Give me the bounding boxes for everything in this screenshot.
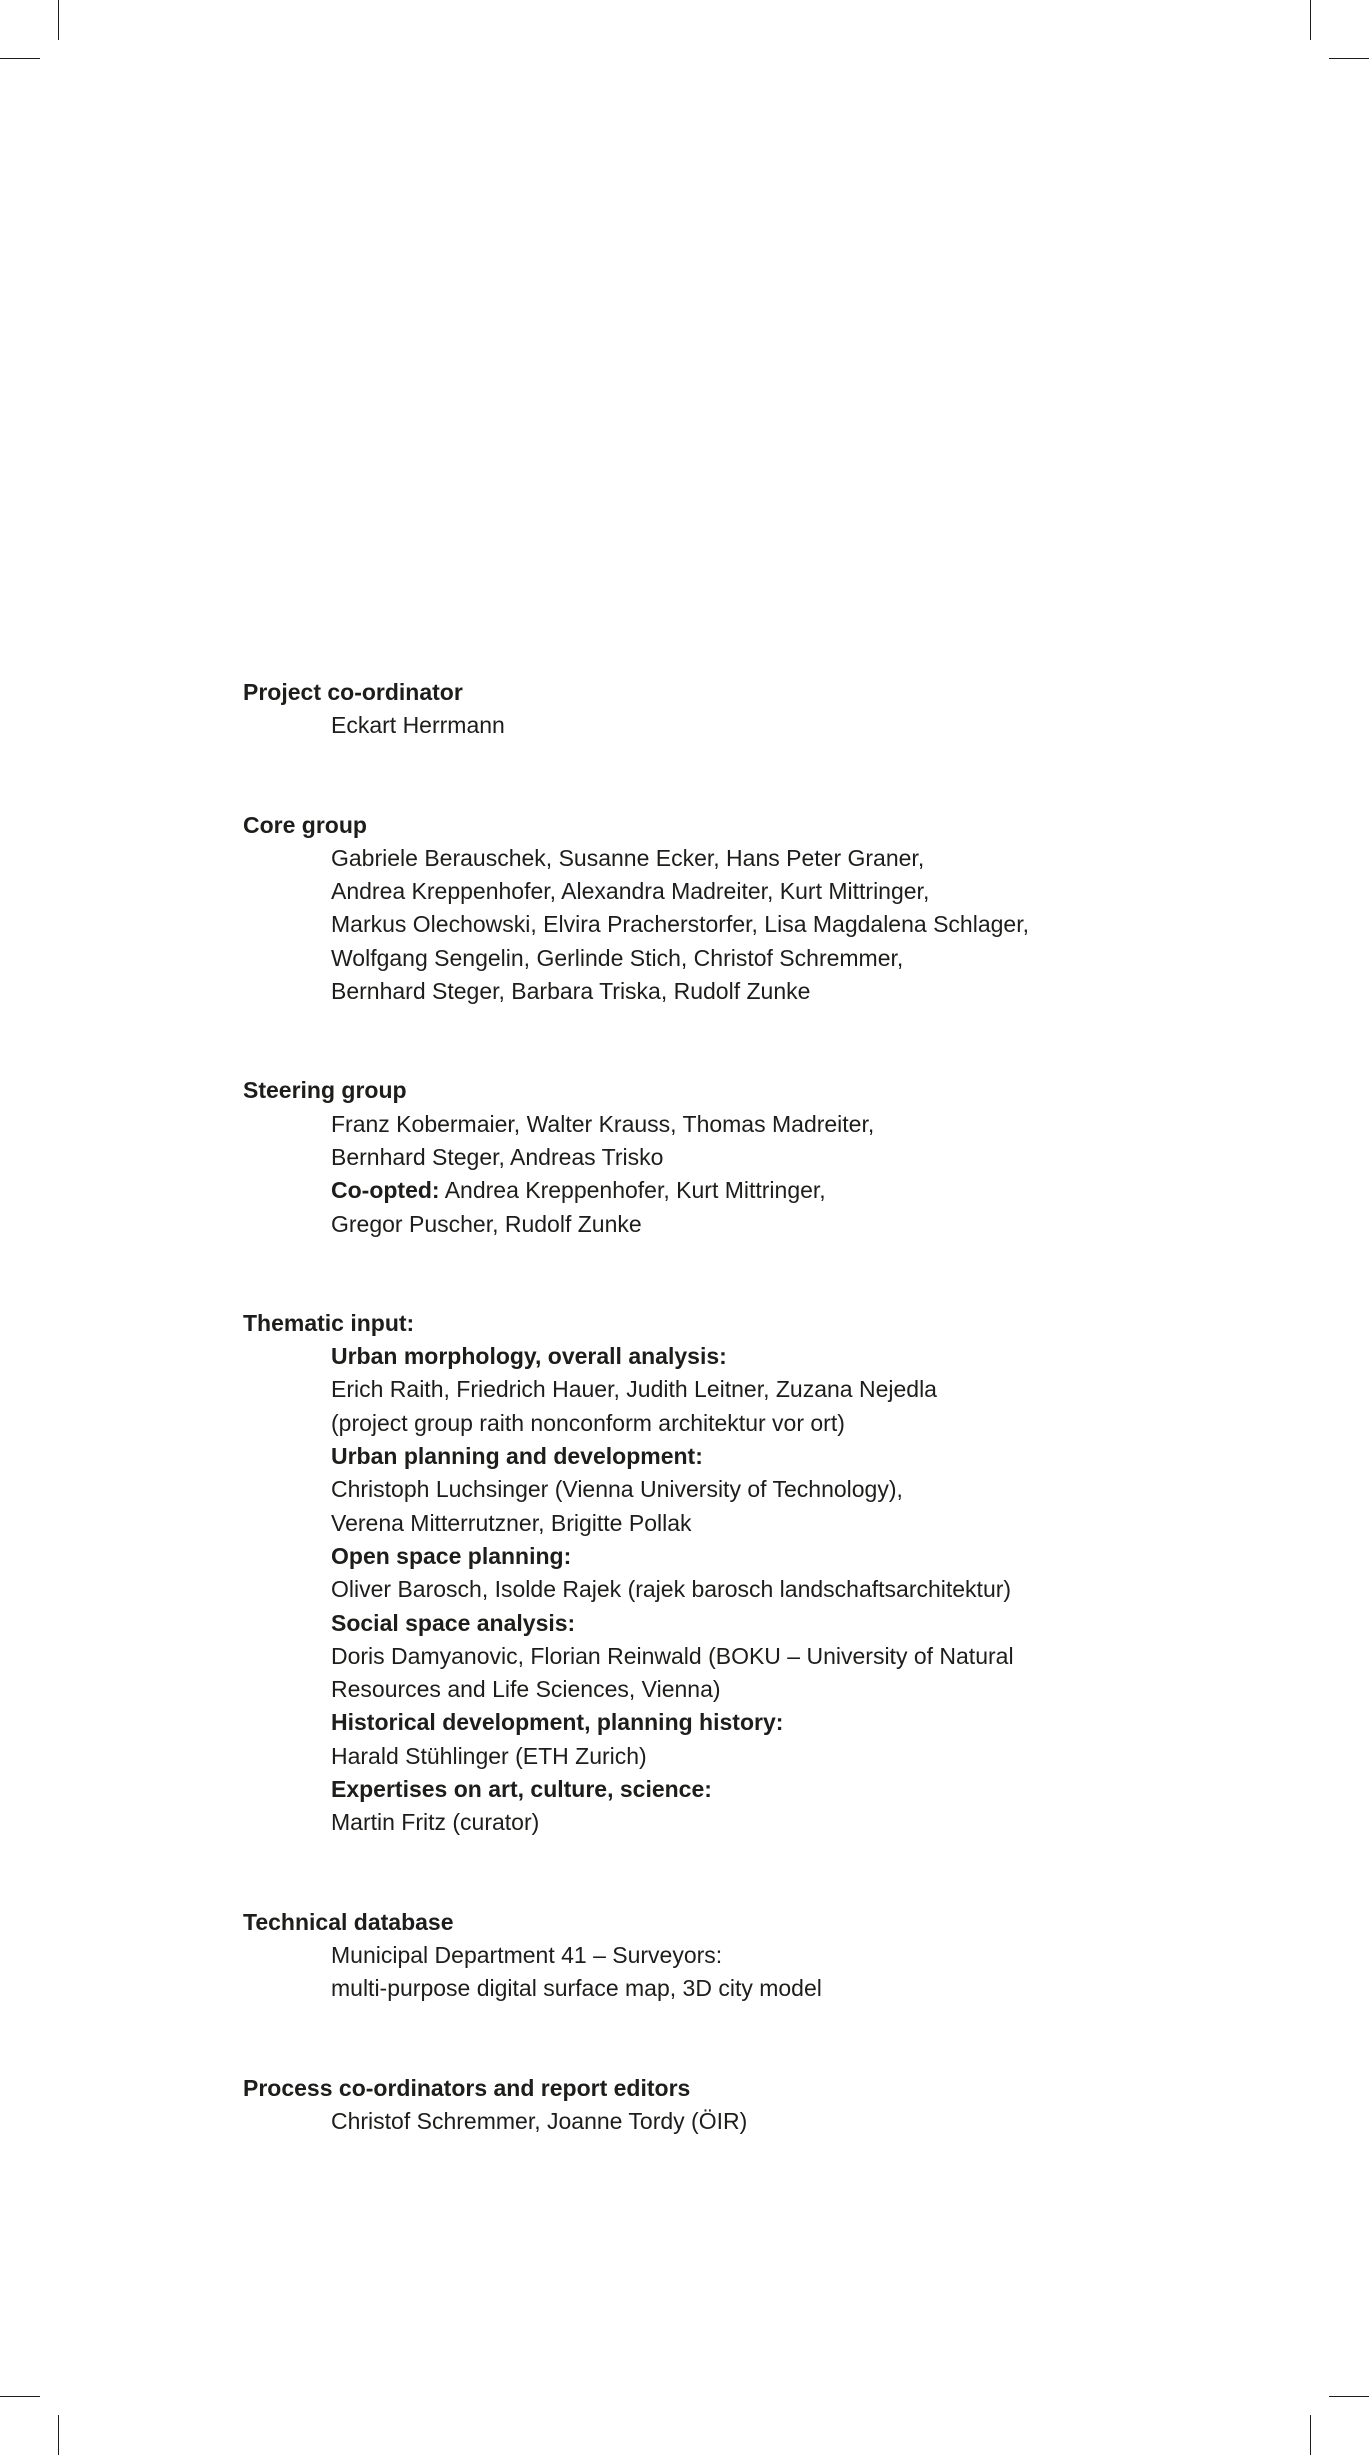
name-line: Bernhard Steger, Andreas Trisko — [331, 1143, 664, 1170]
name-line: multi-purpose digital surface map, 3D city model — [331, 1975, 822, 2002]
name-line: Markus Olechowski, Elvira Pracherstorfer, Lisa Magdalena Schlager, — [331, 911, 1029, 938]
section-title: Thematic input: — [243, 1309, 415, 1336]
crop-mark-top-left-horizontal — [0, 58, 40, 59]
crop-mark-bottom-right-horizontal — [1329, 2396, 1369, 2397]
crop-mark-bottom-left-vertical — [58, 2415, 59, 2455]
section-core-group — [243, 809, 1243, 1009]
section-body — [331, 709, 1243, 742]
section-title: Technical database — [243, 1908, 454, 1935]
section-body — [331, 1939, 1243, 2006]
subsection-heading: Open space planning: — [331, 1542, 572, 1569]
section-title: Project co-ordinator — [243, 679, 463, 705]
section-body — [331, 1108, 1243, 1241]
section-body — [331, 2105, 1243, 2138]
name-line: Eckart Herrmann — [331, 712, 505, 739]
name-line: Doris Damyanovic, Florian Reinwald (BOKU – University of Natural — [331, 1642, 1014, 1669]
name-line: Andrea Kreppenhofer, Alexandra Madreiter, Kurt Mittringer, — [331, 878, 930, 905]
section-project-coordinator — [243, 676, 1243, 743]
subsection-heading: Urban planning and development: — [331, 1443, 703, 1470]
name-line: Municipal Department 41 – Surveyors: — [331, 1941, 723, 1968]
credits-list — [243, 676, 1243, 2204]
section-body — [331, 1340, 1243, 1839]
section-technical-database — [243, 1906, 1243, 2006]
name-line: Gregor Puscher, Rudolf Zunke — [331, 1210, 642, 1237]
name-line: Erich Raith, Friedrich Hauer, Judith Leitner, Zuzana Nejedla — [331, 1376, 937, 1403]
name-line: Resources and Life Sciences, Vienna) — [331, 1676, 721, 1703]
name-line: Franz Kobermaier, Walter Krauss, Thomas Madreiter, — [331, 1110, 875, 1137]
name-line: Christoph Luchsinger (Vienna University of Technology), — [331, 1476, 903, 1503]
name-line: Oliver Barosch, Isolde Rajek (rajek barosch landschaftsarchitektur) — [331, 1576, 1012, 1603]
name-line: Gabriele Berauschek, Susanne Ecker, Hans Peter Graner, — [331, 844, 925, 871]
name-line: Martin Fritz (curator) — [331, 1809, 540, 1836]
section-title: Process co-ordinators and report editors — [243, 2074, 691, 2101]
name-line: Bernhard Steger, Barbara Triska, Rudolf Zunke — [331, 978, 811, 1005]
crop-mark-top-right-vertical — [1310, 0, 1311, 40]
coopted-label: Co-opted: — [331, 1177, 440, 1204]
section-title: Core group — [243, 811, 367, 838]
section-thematic-input — [243, 1307, 1243, 1840]
section-title: Steering group — [243, 1077, 407, 1104]
subsection-heading: Social space analysis: — [331, 1609, 576, 1636]
subsection-heading: Expertises on art, culture, science: — [331, 1776, 712, 1803]
section-body — [331, 842, 1243, 1008]
subsection-heading: Urban morphology, overall analysis: — [331, 1343, 727, 1370]
crop-mark-bottom-right-vertical — [1310, 2415, 1311, 2455]
crop-mark-top-right-horizontal — [1329, 58, 1369, 59]
section-steering-group — [243, 1074, 1243, 1240]
name-line: Verena Mitterrutzner, Brigitte Pollak — [331, 1509, 692, 1536]
crop-mark-top-left-vertical — [58, 0, 59, 40]
subsection-heading: Historical development, planning history: — [331, 1709, 784, 1736]
coopted-names: Andrea Kreppenhofer, Kurt Mittringer, — [439, 1177, 826, 1204]
section-process-coordinators — [243, 2072, 1243, 2139]
coopted-line — [331, 1174, 1243, 1207]
name-line: (project group raith nonconform architektur vor ort) — [331, 1409, 845, 1436]
name-line: Wolfgang Sengelin, Gerlinde Stich, Christof Schremmer, — [331, 944, 904, 971]
name-line: Harald Stühlinger (ETH Zurich) — [331, 1742, 647, 1769]
crop-mark-bottom-left-horizontal — [0, 2396, 40, 2397]
name-line: Christof Schremmer, Joanne Tordy (ÖIR) — [331, 2107, 748, 2134]
